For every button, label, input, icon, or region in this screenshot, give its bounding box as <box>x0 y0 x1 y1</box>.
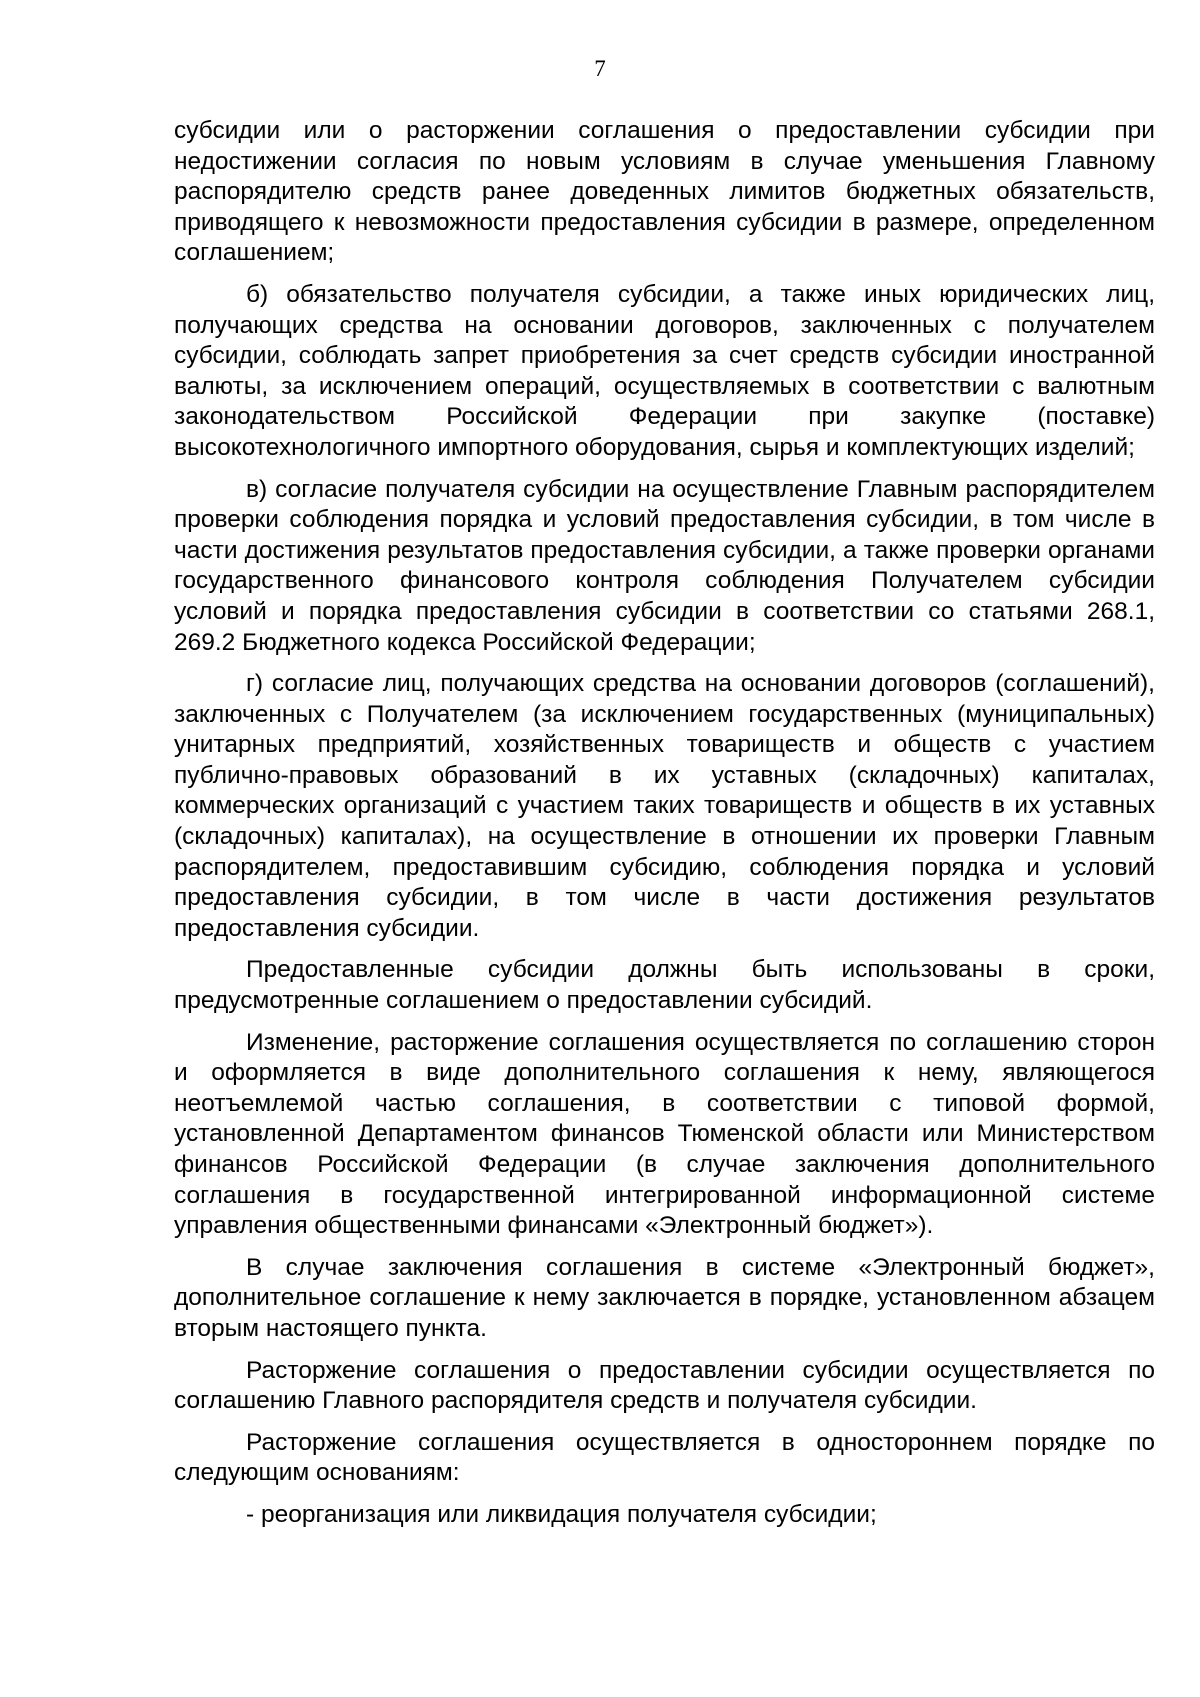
paragraph-termination-mutual: Расторжение соглашения о предоставлении субсидии осуществляется по соглашению Главного распорядителя средств и получателя субсидии. <box>174 1356 1155 1415</box>
paragraph-continuation: субсидии или о расторжении соглашения о предоставлении субсидии при недостижении согласия по новым условиям в случае уменьшения Главному распорядителю средств ранее доведенных лимитов бюджетных обязательств, приводящего к невозможности предоставления субсидии в размере, определенном соглашением; <box>174 117 1155 267</box>
paragraph-item-g: г) согласие лиц, получающих средства на основании договоров (соглашений), заключенных с Получателем (за исключением государственных (муниципальных) унитарных предприятий, хозяйственных товариществ и обществ с участием публично-правовых образований в их уставных (складочных) капиталах, коммерческих организаций с участием таких товариществ и обществ в их уставных (складочных) капиталах), на осуществление в отношении их проверки Главным распорядителем, предоставившим субсидию, соблюдения порядка и условий предоставления субсидии, в том числе в части достижения результатов предоставления субсидии. <box>174 670 1155 942</box>
document-body <box>174 116 1155 1531</box>
paragraph-usage-terms: Предоставленные субсидии должны быть использованы в сроки, предусмотренные соглашением о предоставлении субсидий. <box>174 956 1155 1015</box>
paragraph-termination-unilateral: Расторжение соглашения осуществляется в одностороннем порядке по следующим основаниям: <box>174 1428 1155 1487</box>
paragraph-item-b: б) обязательство получателя субсидии, а также иных юридических лиц, получающих средства на основании договоров, заключенных с получателем субсидии, соблюдать запрет приобретения за счет средств субсидии иностранной валюты, за исключением операций, осуществляемых в соответствии с валютным законодательством Российской Федерации при закупке (поставке) высокотехнологичного импортного оборудования, сырья и комплектующих изделий; <box>174 280 1155 461</box>
paragraph-electronic-budget: В случае заключения соглашения в системе «Электронный бюджет», дополнительное соглашение к нему заключается в порядке, установленном абзацем вторым настоящего пункта. <box>174 1253 1155 1342</box>
list-item-reorganization: - реорганизация или ликвидация получателя субсидии; <box>246 1500 877 1528</box>
paragraph-item-v: в) согласие получателя субсидии на осуществление Главным распорядителем проверки соблюдения порядка и условий предоставления субсидии, в том числе в части достижения результатов предоставления субсидии, а также проверки органами государственного финансового контроля соблюдения Получателем субсидии условий и порядка предоставления субсидии в соответствии со статьями 268.1, 269.2 Бюджетного кодекса Российской Федерации; <box>174 475 1155 656</box>
paragraph-amendment: Изменение, расторжение соглашения осуществляется по соглашению сторон и оформляется в виде дополнительного соглашения к нему, являющегося неотъемлемой частью соглашения, в соответствии с типовой формой, установленной Департаментом финансов Тюменской области или Министерством финансов Российской Федерации (в случае заключения дополнительного соглашения в государственной интегрированной информационной системе управления общественными финансами «Электронный бюджет»). <box>174 1028 1155 1240</box>
page-number: 7 <box>594 56 606 81</box>
